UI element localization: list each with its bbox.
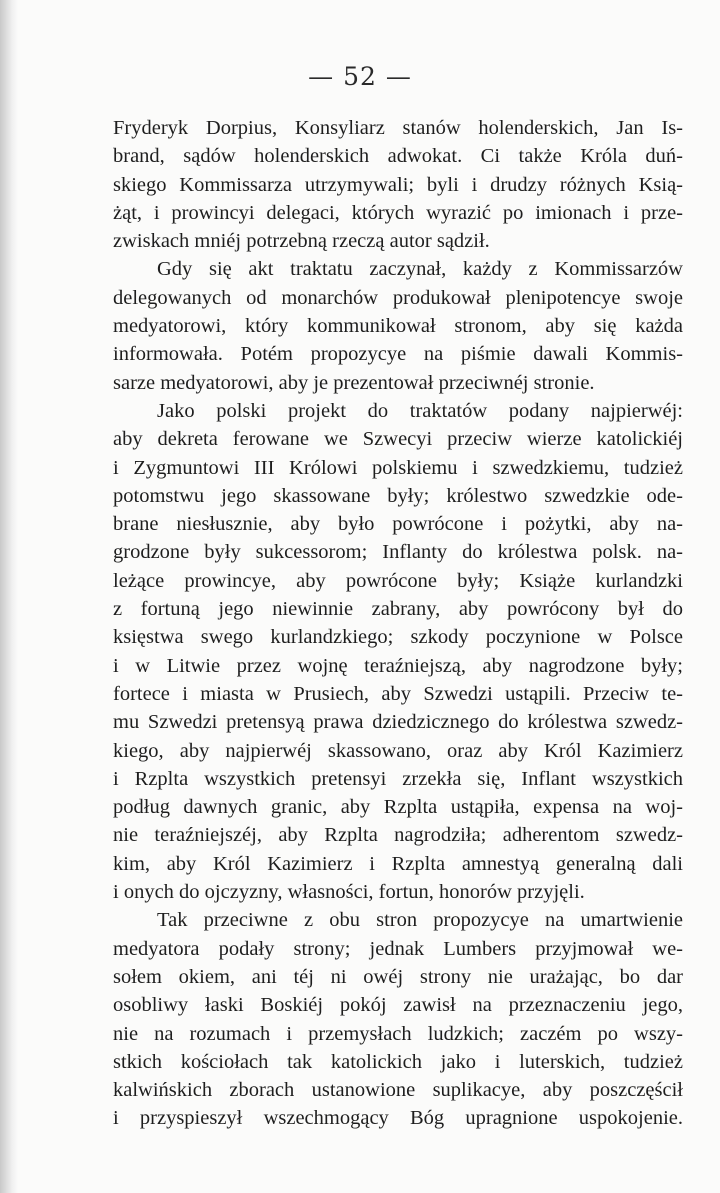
- text-line: mu Szwedzi pretensyą prawa dziedzicznego do królestwa szwedz-: [113, 711, 683, 734]
- text-line: delegowanych od monarchów produkował plenipotencye swoje: [113, 286, 683, 309]
- text-line: osobliwy łaski Boskiéj pokój zawisł na przeznaczeniu jego,: [113, 994, 683, 1017]
- text-line: skiego Kommissarza utrzymywali; byli i drudzy różnych Ksią-: [113, 173, 683, 196]
- text-line: medyatorowi, który kommunikował stronom, aby się każda: [113, 315, 683, 338]
- text-line: z fortuną jego niewinnie zabrany, aby powrócony był do: [113, 598, 683, 621]
- text-line: i Rzplta wszystkich pretensyi zrzekła się, Inflant wszystkich: [113, 767, 683, 790]
- text-line: leżące prowincye, aby powrócone były; Książe kurlandzki: [113, 569, 683, 592]
- text-line: księstwa swego kurlandzkiego; szkody poczynione w Polsce: [113, 626, 683, 649]
- text-line: nie na rozumach i przemysłach ludzkich; zaczém po wszy-: [113, 1022, 683, 1045]
- body-text: [113, 114, 683, 1133]
- text-line: sarze medyatorowi, aby je prezentował przeciwnéj stronie.: [113, 371, 595, 394]
- text-line: stkich kościołach tak katolickich jako i luterskich, tudzież: [113, 1050, 683, 1073]
- text-line: Jako polski projekt do traktatów podany najpierwéj:: [157, 399, 683, 422]
- text-line: informowała. Potém propozycye na piśmie dawali Kommis-: [113, 343, 683, 366]
- text-line: zwiskach mniéj potrzebną rzeczą autor sądził.: [113, 230, 490, 253]
- text-line: Gdy się akt traktatu zaczynał, każdy z Kommissarzów: [157, 258, 683, 281]
- text-line: aby dekreta ferowane we Szwecyi przeciw wierze katolickiéj: [113, 428, 683, 451]
- page-number: — 52 —: [308, 62, 412, 91]
- text-line: i Zygmuntowi III Królowi polskiemu i szwedzkiemu, tudzież: [113, 456, 683, 479]
- page-edge-shadow: [0, 0, 18, 1193]
- text-line: kim, aby Król Kazimierz i Rzplta amnestyą generalną dali: [113, 852, 683, 875]
- text-line: Fryderyk Dorpius, Konsyliarz stanów holenderskich, Jan Is-: [113, 117, 683, 139]
- text-line: nie teraźniejszéj, aby Rzplta nagrodziła; adherentom szwedz-: [113, 824, 683, 847]
- text-line: brane niesłusznie, aby było powrócone i pożytki, aby na-: [113, 513, 683, 536]
- text-line: sołem okiem, ani téj ni owéj strony nie urażając, bo dar: [113, 965, 683, 988]
- text-line: podług dawnych granic, aby Rzplta ustąpiła, expensa na woj-: [113, 796, 683, 819]
- text-line: grodzone były sukcessorom; Inflanty do królestwa polsk. na-: [113, 541, 683, 564]
- text-line: kiego, aby najpierwéj skassowano, oraz aby Król Kazimierz: [113, 739, 683, 762]
- text-line: medyatora podały strony; jednak Lumbers przyjmował we-: [113, 937, 683, 960]
- text-line: brand, sądów holenderskich adwokat. Ci także Króla duń-: [113, 145, 683, 168]
- text-line: i w Litwie przez wojnę teraźniejszą, aby nagrodzone były;: [113, 654, 683, 677]
- text-line: potomstwu jego skassowane były; królestwo szwedzkie ode-: [113, 484, 683, 507]
- text-line: żąt, i prowincyi delegaci, których wyrazić po imionach i prze-: [113, 201, 683, 224]
- text-line: kalwińskich zborach ustanowione suplikacye, aby poszczęścił: [113, 1079, 683, 1102]
- text-line: i onych do ojczyzny, własności, fortun, honorów przyjęli.: [113, 881, 585, 904]
- text-line: i przyspieszył wszechmogący Bóg upragnione uspokojenie.: [113, 1107, 683, 1130]
- text-line: fortece i miasta w Prusiech, aby Szwedzi ustąpili. Przeciw te-: [113, 682, 683, 705]
- text-line: Tak przeciwne z obu stron propozycye na umartwienie: [157, 909, 683, 932]
